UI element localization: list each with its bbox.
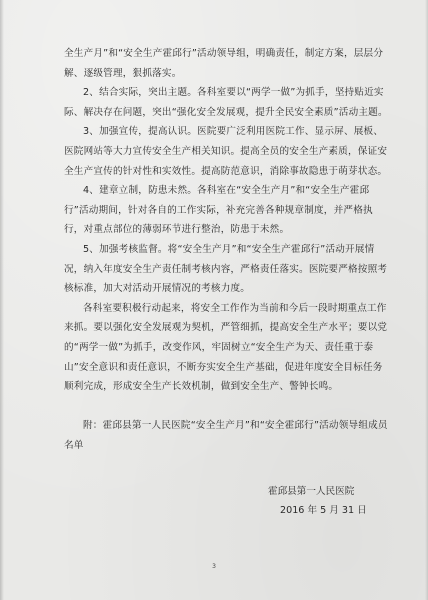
scan-edge-left: [0, 0, 4, 600]
paragraph-item-5: 5、加强考核监督。将“安全生产月”和“安全生产霍邱行”活动开展情况，纳入年度安全生产责任制考核内容，严格责任落实。医院要严格按照考核标准，加大对活动开展情况的考核力度。: [64, 243, 388, 295]
signature-organization: 霍邱县第一人民医院: [268, 486, 355, 497]
paragraph-continuation: 全生产月”和“安全生产霍邱行”活动领导组，明确责任，制定方案，层层分解、逐级管理，狠抓落实。: [64, 48, 384, 79]
page-number: 3: [212, 563, 216, 570]
signature-date: 2016 年 5 月 31 日: [280, 505, 367, 516]
attachment-note: 附：霍邱县第一人民医院“安全生产月”和“安全霍邱行”活动领导组成员名单: [64, 420, 388, 451]
document-body: [64, 44, 390, 455]
paragraph-closing: 各科室要积极行动起来，将安全工作作为当前和今后一段时期重点工作来抓。要以强化安全发展观为契机，严管细抓，提高安全生产水平；要以党的“两学一做”为抓手，改变作风，牢固树立“安全生产为天、责任重于泰山”安全意识和责任意识，不断夯实安全生产基础，促进年度安全目标任务顺利完成，形成安全生产长效机制，做到安全生产、警钟长鸣。: [64, 302, 388, 393]
paragraph-item-2: 2、结合实际，突出主题。各科室要以“两学一做”为抓手，坚持贴近实际、解决存在问题，突出“强化安全发展观，提升全民安全素质”活动主题。: [64, 87, 388, 118]
paragraph-item-3: 3、加强宣传，提高认识。医院要广泛利用医院工作、显示屏、展板、医院网站等大力宣传安全生产相关知识。提高全员的安全生产素质，保证安全生产宣传的针对性和实效性。提高防范意识，消除事故隐患于萌芽状态。: [64, 126, 388, 177]
signature-block: [262, 482, 402, 520]
paragraph-item-4: 4、建章立制，防患未然。各科室在“安全生产月”和“安全生产霍邱行”活动期间，针对各自的工作实际，补充完善各种规章制度，并严格执行，对重点部位的薄弱环节进行整治，防患于未然。: [64, 185, 373, 236]
